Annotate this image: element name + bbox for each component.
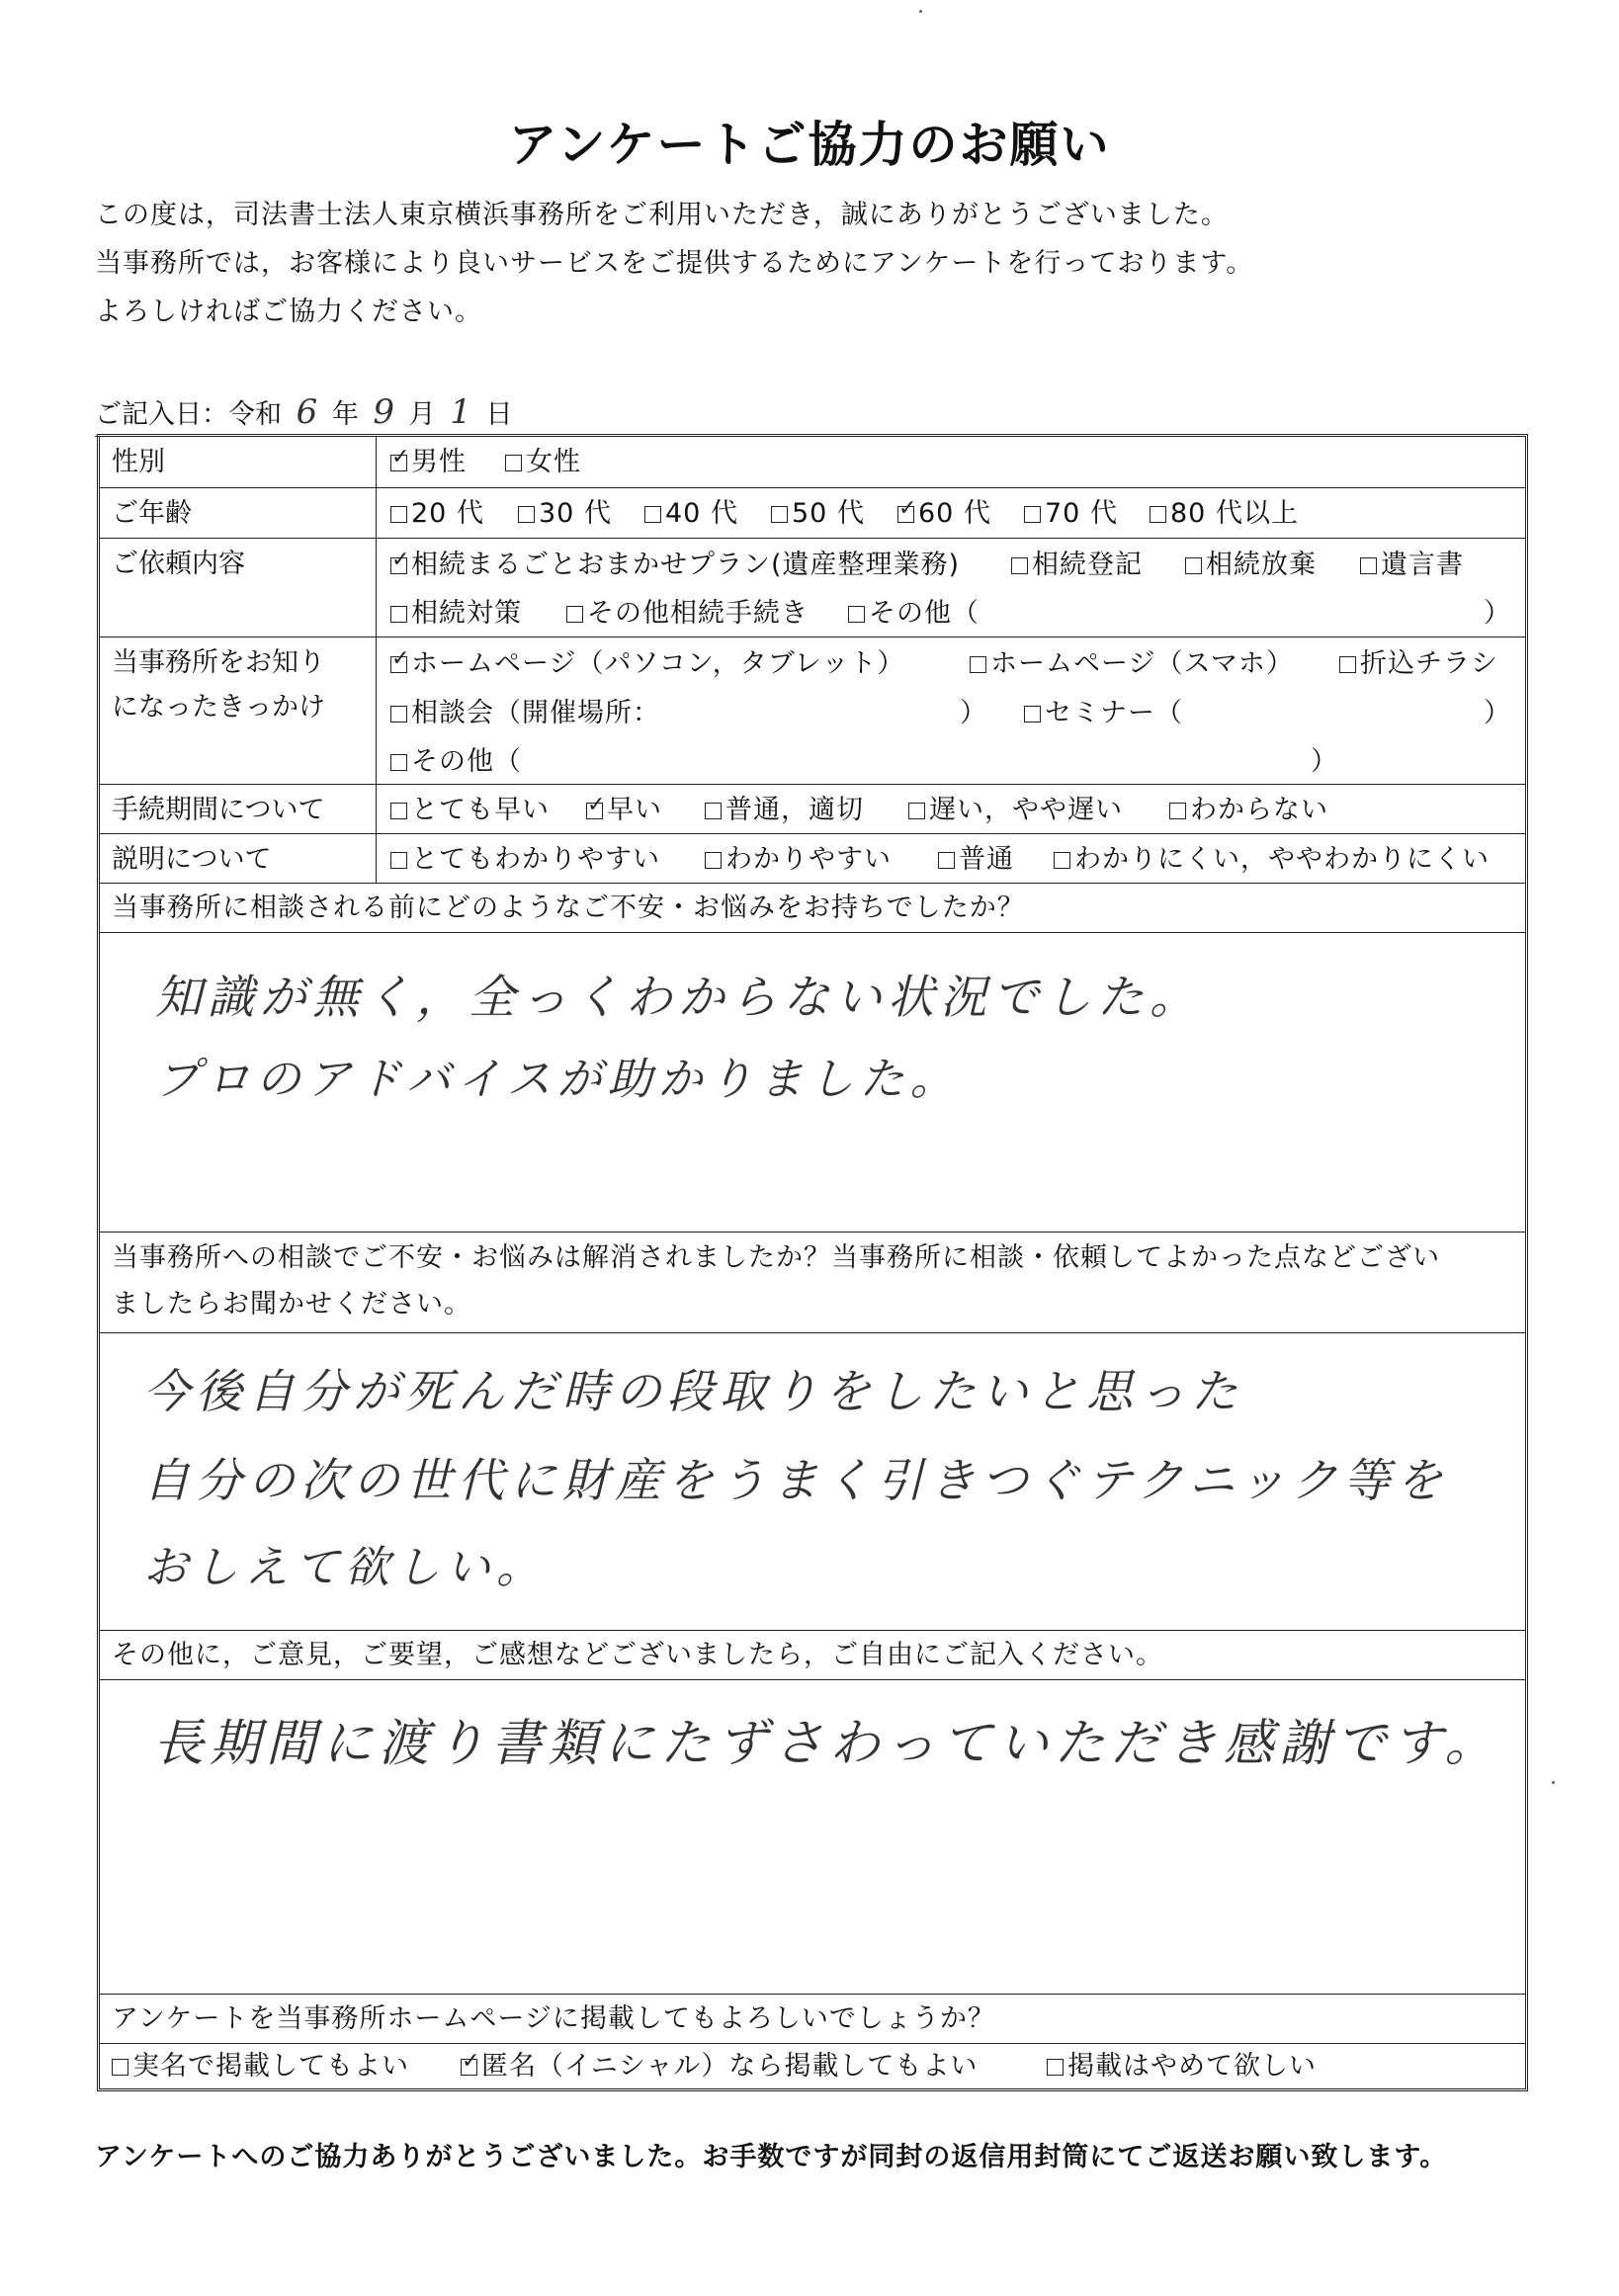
checkbox[interactable] xyxy=(390,852,407,869)
checkbox[interactable] xyxy=(390,548,411,574)
publish-question-row xyxy=(100,1995,1525,2044)
publish-option-anonymous[interactable]: ✓ 匿名（イニシャル）なら掲載してもよい xyxy=(462,2049,979,2082)
date-day-value[interactable]: 1 xyxy=(450,392,471,432)
q2-answer-area[interactable] xyxy=(100,1333,1525,1631)
q2-answer-line: おしえて欲しい。 xyxy=(143,1541,548,1593)
period-row xyxy=(100,785,1525,834)
checkbox[interactable] xyxy=(586,793,607,819)
request-option-renunciation[interactable]: 相続放棄 xyxy=(1185,551,1317,580)
q1-answer-area[interactable] xyxy=(100,933,1525,1233)
period-option-slow[interactable]: 遅い，やや遅い xyxy=(908,796,1123,825)
intro-line: よろしければご協力ください。 xyxy=(95,297,482,327)
date-year-unit: 年 xyxy=(331,399,359,430)
checkbox[interactable] xyxy=(1169,803,1186,819)
request-option-registration[interactable]: 相続登記 xyxy=(1011,551,1143,580)
checkbox[interactable] xyxy=(1054,852,1070,869)
period-option-very-fast[interactable]: とても早い xyxy=(390,796,550,825)
checkbox[interactable] xyxy=(1024,506,1041,523)
period-option-fast[interactable]: ✓ 早い xyxy=(587,793,662,825)
date-month-unit: 月 xyxy=(408,399,436,430)
checkbox[interactable] xyxy=(938,852,955,869)
period-label: 手続期間について xyxy=(100,785,377,833)
gender-option-female[interactable]: 女性 xyxy=(505,448,581,477)
age-option-30s[interactable]: 30 代 xyxy=(518,499,612,529)
request-option-planning[interactable]: 相続対策 xyxy=(390,599,522,629)
age-option-40s[interactable]: 40 代 xyxy=(644,499,738,529)
checkbox[interactable] xyxy=(390,606,407,623)
checkbox[interactable] xyxy=(1047,2059,1064,2076)
intro-line: 当事務所では，お客様により良いサービスをご提供するためにアンケートを行っております。 xyxy=(95,248,1254,279)
request-label: ご依頼内容 xyxy=(100,539,377,637)
intro-text xyxy=(95,191,1253,336)
source-option-other[interactable]: その他（ xyxy=(390,747,522,777)
checkbox[interactable] xyxy=(566,606,583,623)
checkbox[interactable] xyxy=(705,803,722,819)
checkbox[interactable] xyxy=(1185,557,1202,574)
age-label: ご年齢 xyxy=(100,488,377,538)
q3-question-row xyxy=(100,1631,1525,1680)
q1-answer-line: プロのアドバイスが助かりました。 xyxy=(155,1053,961,1105)
checkbox[interactable] xyxy=(1011,557,1028,574)
q3-question: その他に，ご意見，ご要望，ご感想などございましたら，ご自由にご記入ください。 xyxy=(112,1640,1163,1670)
q2-answer-line: 今後自分が死んだ時の段取りをしたいと思った xyxy=(143,1365,1243,1419)
publish-option-real-name[interactable]: 実名で掲載してもよい xyxy=(112,2052,409,2082)
age-option-20s[interactable]: 20 代 xyxy=(390,499,484,529)
checkmark-icon: ✓ xyxy=(898,496,918,521)
checkmark-icon: ✓ xyxy=(587,793,607,817)
q2-answer-line: 自分の次の世代に財産をうまく引きつぐテクニック等を xyxy=(143,1454,1449,1508)
q3-answer-line: 長期間に渡り書類にたずさわっていただき感謝です。 xyxy=(153,1715,1501,1773)
checkbox[interactable] xyxy=(1150,506,1166,523)
source-seminar-close: ） xyxy=(1484,698,1511,728)
period-option-normal[interactable]: 普通，適切 xyxy=(705,796,864,825)
entry-date xyxy=(95,392,552,437)
checkbox[interactable] xyxy=(390,506,407,523)
source-other-close: ） xyxy=(1311,746,1338,777)
q2-question-line: ましたらお聞かせください。 xyxy=(112,1289,471,1319)
explanation-option-clear[interactable]: わかりやすい xyxy=(705,845,892,875)
checkmark-icon: ✓ xyxy=(462,2049,481,2074)
checkmark-icon: ✓ xyxy=(391,548,411,572)
age-option-60s[interactable]: ✓ 60 代 xyxy=(898,496,991,529)
publish-options-row xyxy=(100,2044,1525,2089)
source-option-consultation[interactable]: 相談会（開催場所： xyxy=(390,699,660,728)
checkbox[interactable] xyxy=(461,2049,481,2076)
checkbox[interactable] xyxy=(771,506,788,523)
request-option-other-procedures[interactable]: その他相続手続き xyxy=(566,599,809,629)
footer-thanks: アンケートへのご協力ありがとうございました。お手数ですが同封の返信用封筒にてご返送お願い致します。 xyxy=(95,2142,1448,2172)
q3-answer-area[interactable] xyxy=(100,1680,1525,1995)
checkmark-icon: ✓ xyxy=(391,445,411,469)
q1-question: 当事務所に相談される前にどのようなご不安・お悩みをお持ちでしたか？ xyxy=(112,893,1025,923)
checkbox[interactable] xyxy=(705,852,722,869)
q2-question-row xyxy=(100,1233,1525,1333)
checkbox[interactable] xyxy=(897,496,918,523)
checkbox[interactable] xyxy=(1360,557,1377,574)
checkbox[interactable] xyxy=(908,803,925,819)
request-row xyxy=(100,539,1525,638)
scan-speck xyxy=(1552,1781,1555,1784)
checkbox[interactable] xyxy=(112,2059,128,2076)
explanation-option-very-clear[interactable]: とてもわかりやすい xyxy=(390,845,660,875)
request-option-full-plan[interactable]: ✓ 相続まるごとおまかせプラン(遺産整理業務) xyxy=(391,548,961,580)
age-option-70s[interactable]: 70 代 xyxy=(1024,499,1118,529)
survey-form xyxy=(97,434,1528,2091)
source-row xyxy=(100,638,1525,785)
gender-row xyxy=(100,437,1525,488)
gender-option-male[interactable]: ✓ 男性 xyxy=(391,445,467,477)
explanation-option-normal[interactable]: 普通 xyxy=(938,845,1014,875)
checkbox[interactable] xyxy=(390,803,407,819)
checkbox[interactable] xyxy=(505,455,522,471)
age-option-80s[interactable]: 80 代以上 xyxy=(1150,499,1299,529)
explanation-option-unclear[interactable]: わかりにくい，ややわかりにくい xyxy=(1054,845,1490,875)
period-option-unknown[interactable]: わからない xyxy=(1169,796,1328,825)
q2-question-line: 当事務所への相談でご不安・お悩みは解消されましたか？当事務所に相談・依頼してよかった点などござい xyxy=(112,1242,1440,1273)
q1-question-row xyxy=(100,884,1525,933)
checkbox[interactable] xyxy=(390,445,411,471)
request-option-other[interactable]: その他（ xyxy=(848,599,980,629)
checkbox[interactable] xyxy=(390,754,407,771)
checkbox[interactable] xyxy=(1339,656,1356,673)
checkbox[interactable] xyxy=(390,646,411,673)
request-option-will[interactable]: 遺言書 xyxy=(1360,551,1464,580)
publish-option-no[interactable]: 掲載はやめて欲しい xyxy=(1047,2052,1317,2082)
scan-speck xyxy=(919,10,922,13)
explanation-row xyxy=(100,834,1525,884)
date-label: ご記入日：令和 xyxy=(95,399,282,430)
source-option-flyer[interactable]: 折込チラシ xyxy=(1339,649,1498,679)
explanation-label: 説明について xyxy=(100,834,377,883)
checkbox[interactable] xyxy=(518,506,535,523)
source-option-homepage-smartphone[interactable]: ホームページ（スマホ） xyxy=(970,649,1294,679)
checkbox[interactable] xyxy=(970,656,986,673)
source-option-homepage-pc[interactable]: ✓ ホームページ（パソコン，タブレット） xyxy=(391,646,905,679)
checkbox[interactable] xyxy=(1024,706,1041,723)
checkmark-icon: ✓ xyxy=(391,646,411,671)
source-label: 当事務所をお知り になったきっかけ xyxy=(100,638,377,784)
checkbox[interactable] xyxy=(848,606,865,623)
checkbox[interactable] xyxy=(644,506,661,523)
date-month-value[interactable]: 9 xyxy=(373,392,395,432)
request-other-close: ） xyxy=(1484,598,1511,629)
source-consultation-close: ） xyxy=(960,698,987,728)
page-title: アンケートご協力のお願い xyxy=(508,117,1111,173)
source-option-seminar[interactable]: セミナー（ xyxy=(1024,699,1183,728)
intro-line: この度は，司法書士法人東京横浜事務所をご利用いただき，誠にありがとうございました。 xyxy=(95,200,1229,230)
age-option-50s[interactable]: 50 代 xyxy=(771,499,865,529)
date-day-unit: 日 xyxy=(485,399,513,430)
checkbox[interactable] xyxy=(390,706,407,723)
publish-question: アンケートを当事務所ホームページに掲載してもよろしいでしょうか？ xyxy=(112,2003,995,2034)
age-row xyxy=(100,488,1525,539)
date-year-value[interactable]: 6 xyxy=(296,392,318,432)
gender-label: 性別 xyxy=(100,437,377,487)
q1-answer-line: 知識が無く，全っくわからない状況でした。 xyxy=(155,971,1203,1025)
